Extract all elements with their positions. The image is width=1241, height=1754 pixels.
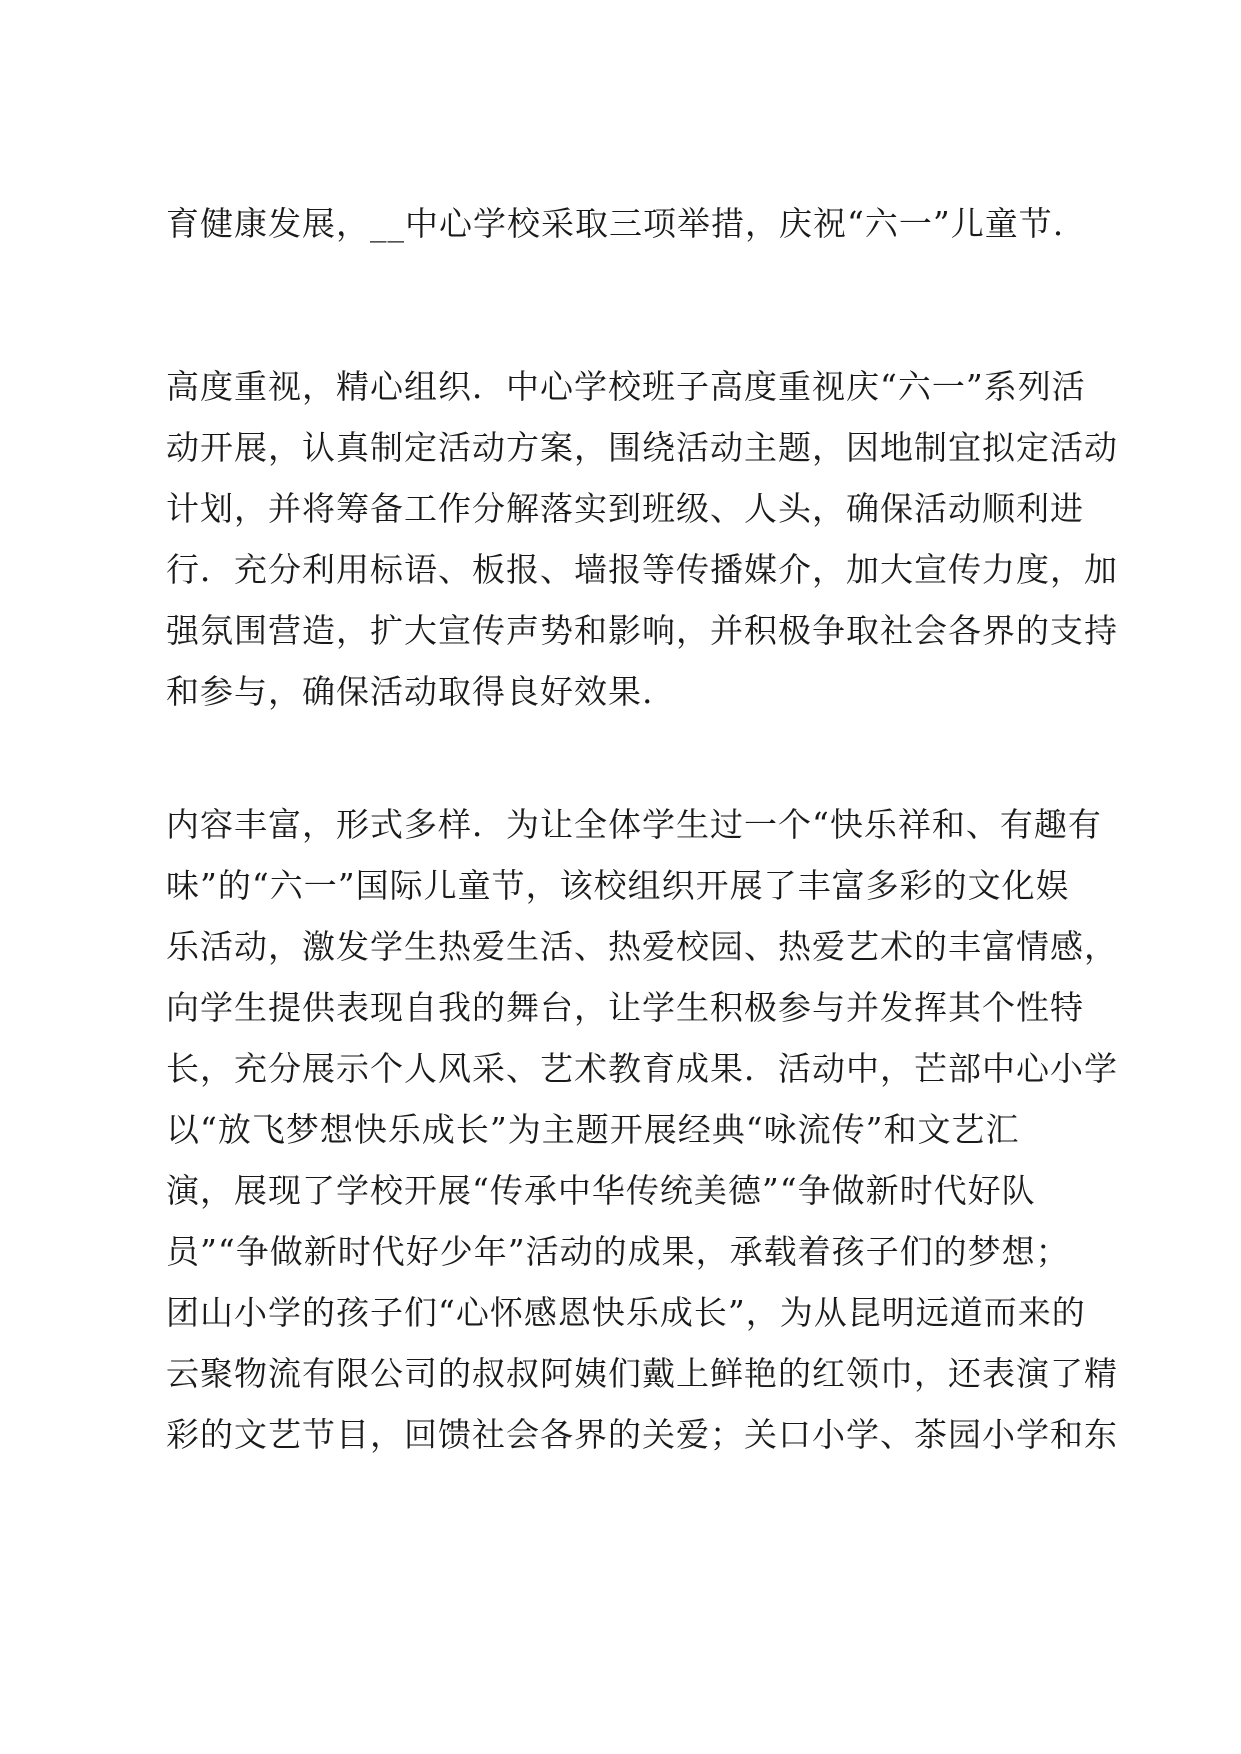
paragraph-rich-content <box>166 794 1118 1465</box>
paragraph-high-attention <box>166 356 1118 722</box>
text-line: 员”“争做新时代好少年”活动的成果，承载着孩子们的梦想； <box>166 1232 1070 1271</box>
text-line: 向学生提供表现自我的舞台，让学生积极参与并发挥其个性特 <box>166 988 1084 1027</box>
text-line: 乐活动，激发学生热爱生活、热爱校园、热爱艺术的丰富情感， <box>166 927 1118 966</box>
text-line: 行．充分利用标语、板报、墙报等传播媒介，加大宣传力度，加 <box>166 550 1118 589</box>
text-line: 和参与，确保活动取得良好效果. <box>166 672 654 711</box>
text-line: 彩的文艺节目，回馈社会各界的关爱；关口小学、茶园小学和东 <box>166 1415 1118 1454</box>
text-line: 团山小学的孩子们“心怀感恩快乐成长”，为从昆明远道而来的 <box>166 1293 1086 1332</box>
text-line: 长，充分展示个人风采、艺术教育成果．活动中，芒部中心小学 <box>166 1049 1118 1088</box>
text-line: 强氛围营造，扩大宣传声势和影响，并积极争取社会各界的支持 <box>166 611 1118 650</box>
text-line: 育健康发展，__中心学校采取三项举措，庆祝“六一”儿童节. <box>166 204 1065 243</box>
text-line: 动开展，认真制定活动方案，围绕活动主题，因地制宜拟定活动 <box>166 428 1118 467</box>
text-line: 以“放飞梦想快乐成长”为主题开展经典“咏流传”和文艺汇 <box>166 1110 1020 1149</box>
paragraph-intro-fragment <box>166 193 1096 254</box>
text-line: 味”的“六一”国际儿童节，该校组织开展了丰富多彩的文化娱 <box>166 866 1070 905</box>
text-line: 高度重视，精心组织．中心学校班子高度重视庆“六一”系列活 <box>166 367 1086 406</box>
text-line: 内容丰富，形式多样．为让全体学生过一个“快乐祥和、有趣有 <box>166 805 1102 844</box>
text-line: 云聚物流有限公司的叔叔阿姨们戴上鲜艳的红领巾，还表演了精 <box>166 1354 1118 1393</box>
text-line: 计划，并将筹备工作分解落实到班级、人头，确保活动顺利进 <box>166 489 1084 528</box>
text-line: 演，展现了学校开展“传承中华传统美德”“争做新时代好队 <box>166 1171 1036 1210</box>
